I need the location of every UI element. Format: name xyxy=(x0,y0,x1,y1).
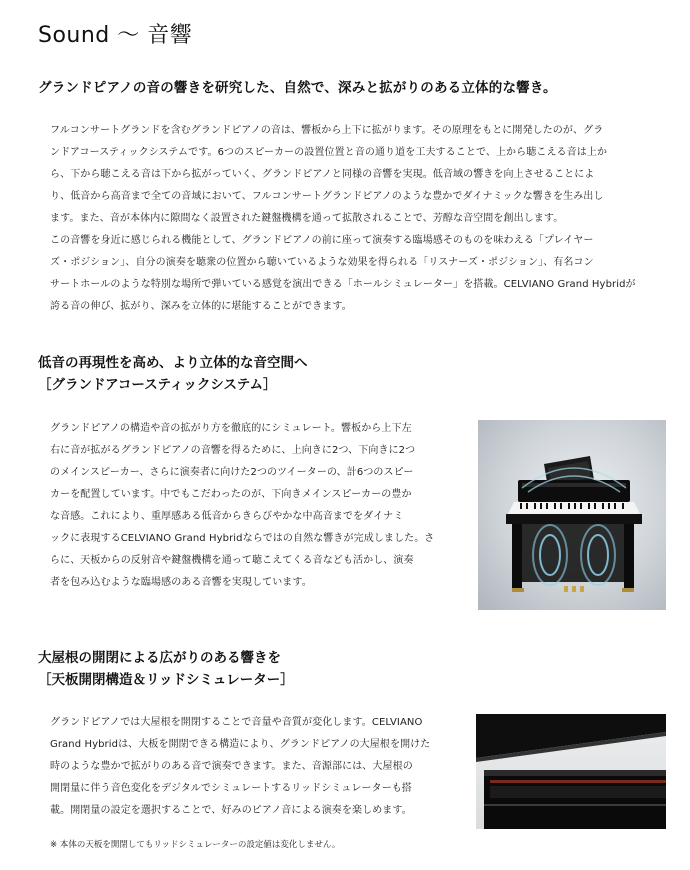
section1-line: な音感。これにより、重厚感ある低音からきらびやかな中高音までをダイナミ xyxy=(50,511,404,522)
section2-line: Grand Hybridは、大板を開閉できる構造により、グランドピアノの大屋根を開けた xyxy=(50,739,431,750)
section1-heading xyxy=(38,352,307,396)
section1-heading-line2: ［グランドアコースティックシステム］ xyxy=(38,377,277,393)
section2-heading-line1: 大屋根の開閉による広がりのある響きを xyxy=(38,650,281,666)
intro-line: ます。また、音が本体内に隙間なく設置された鍵盤機構を通って拡散されることで、芳醇な音空間を創出します。 xyxy=(50,213,564,224)
piano-lid-photo xyxy=(476,714,666,829)
section1-line: カーを配置しています。中でもこだわったのが、下向きメインスピーカーの豊か xyxy=(50,489,412,500)
section2-line: 載。開閉量の設定を選択することで、好みのピアノ音による演奏を楽しめます。 xyxy=(50,805,412,816)
section1-line: 右に音が拡がるグランドピアノの音響を得るために、上向きに2つ、下向きに2つ xyxy=(50,445,416,456)
section1-line: ックに表現するCELVIANO Grand Hybridならではの自然な響きが完成しました。さ xyxy=(50,533,435,544)
intro-paragraph xyxy=(50,120,662,318)
intro-line: ら、下から聴こえる音は下から拡がっていく、グランドピアノと同様の音響を実現。低音域の響きを向上させることによ xyxy=(50,169,595,180)
section1-body xyxy=(50,418,458,594)
section1-line: らに、天板からの反射音や鍵盤機構を通って聴こえてくる音なども活かし、演奏 xyxy=(50,555,414,566)
section1-heading-line1: 低音の再現性を高め、より立体的な音空間へ xyxy=(38,355,308,371)
section2-line: 時のような豊かで拡がりのある音で演奏できます。また、音源部には、大屋根の xyxy=(50,761,413,772)
lid-simulator-note: ※ 本体の天板を開閉してもリッドシミュレーターの設定値は変化しません。 xyxy=(50,840,341,850)
section1-line: のメインスピーカー、さらに演奏者に向けた2つのツイーターの、計6つのスピー xyxy=(50,467,414,478)
section2-heading xyxy=(38,647,294,691)
piano-lid-illustration xyxy=(476,714,666,829)
section2-line: 開閉量に伴う音色変化をデジタルでシミュレートするリッドシミュレーターも搭 xyxy=(50,783,412,794)
section1-line: 者を包み込むような臨場感のある音響を実現しています。 xyxy=(50,577,312,588)
section2-heading-line2: ［天板開閉構造＆リッドシミュレーター］ xyxy=(38,672,294,688)
intro-line: 誇る音の伸び、拡がり、深みを立体的に堪能することができます。 xyxy=(50,301,352,312)
piano-speaker-photo xyxy=(478,420,666,610)
main-heading: グランドピアノの音の響きを研究した、自然で、深みと拡がりのある立体的な響き。 xyxy=(38,80,557,96)
section2-body xyxy=(50,712,458,822)
piano-speaker-illustration xyxy=(478,420,666,610)
intro-line: サートホールのような特別な場所で弾いている感覚を演出できる「ホールシミュレーター」を搭載。CELVIANO Grand Hybridが xyxy=(50,279,636,290)
intro-line: フルコンサートグランドを含むグランドピアノの音は、響板から上下に拡がります。その原理をもとに開発したのが、グラ xyxy=(50,125,604,136)
section1-line: グランドピアノの構造や音の拡がり方を徹底的にシミュレート。響板から上下左 xyxy=(50,423,412,434)
intro-line: ンドアコースティックシステムです。6つのスピーカーの設置位置と音の通り道を工夫することで、上から聴こえる音は上か xyxy=(50,147,608,158)
intro-line: り、低音から高音まで全ての音域において、フルコンサートグランドピアノのような豊かでダイナミックな響きを生み出し xyxy=(50,191,604,202)
intro-line: ズ・ポジション」、自分の演奏を聴衆の位置から聴いているような効果を得られる「リスナーズ・ポジション」、有名コン xyxy=(50,257,594,268)
section2-line: グランドピアノでは大屋根を開閉することで音量や音質が変化します。CELVIANO xyxy=(50,717,423,728)
intro-line: この音響を身近に感じられる機能として、グランドピアノの前に座って演奏する臨場感そのものを味わえる「プレイヤー xyxy=(50,235,594,246)
page-title: Sound 〜 音響 xyxy=(38,23,193,48)
